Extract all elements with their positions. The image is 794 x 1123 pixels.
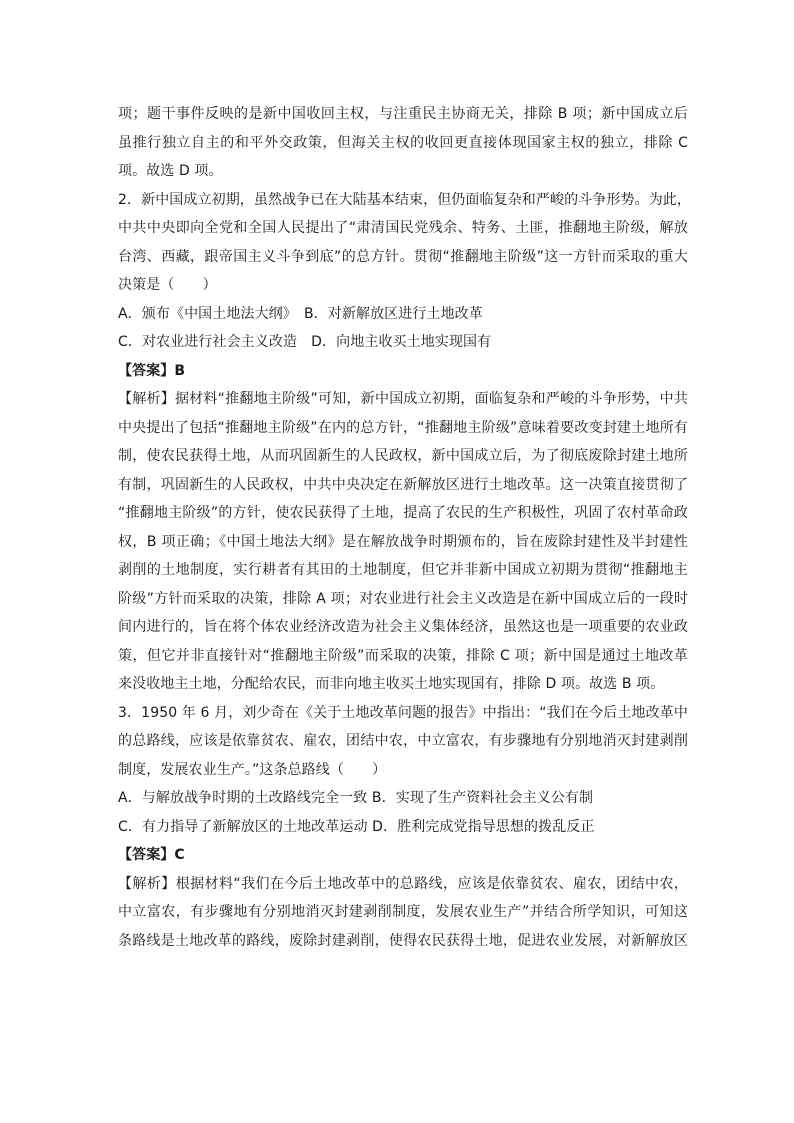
text-line: 【解析】据材料“推翻地主阶级”可知，新中国成立初期，面临复杂和严峻的斗争形势，中共 xyxy=(118,391,688,407)
text-line: C．有力指导了新解放区的土地改革运动 D．胜利完成党指导思想的拨乱反正 xyxy=(118,818,595,835)
text-line: 中共中央即向全党和全国人民提出了“肃清国民党残余、特务、土匪，推翻地主阶级，解放 xyxy=(118,220,688,236)
text-line: “推翻地主阶级”的方针，使农民获得了土地，提高了农民的生产积极性，巩固了农村革命政 xyxy=(118,505,688,521)
text-line: 策，但它并非直接针对“推翻地主阶级”而采取的决策，排除 C 项；新中国是通过土地改革 xyxy=(118,647,688,664)
text-line: 剥削的土地制度，实行耕者有其田的土地制度，但它并非新中国成立初期为贯彻“推翻地主 xyxy=(118,562,688,578)
text-line: 虽推行独立自主的和平外交政策，但海关主权的收回更直接体现国家主权的独立，排除 C xyxy=(118,134,688,151)
text-line: 阶级”方针而采取的决策，排除 A 项；对农业进行社会主义改造是在新中国成立后的一段时 xyxy=(118,590,688,607)
text-line: 3．1950 年 6 月，刘少奇在《关于土地改革问题的报告》中指出：“我们在今后土地改革中 xyxy=(118,704,688,721)
text-line: 中立富农，有步骤地有分别地消灭封建剥削制度，发展农业生产”并结合所学知识，可知这 xyxy=(118,904,688,920)
document-body xyxy=(118,100,692,955)
text-line: 【解析】根据材料“我们在今后土地改革中的总路线，应该是依靠贫农、雇农，团结中农， xyxy=(118,875,688,892)
text-line: 的总路线，应该是依靠贫农、雇农，团结中农，中立富农，有步骤地有分别地消灭封建剥削 xyxy=(118,733,688,749)
text-line: 条路线是土地改革的路线，废除封建剥削，使得农民获得土地，促进农业发展，对新解放区 xyxy=(118,932,688,949)
text-line: A．与解放战争时期的土改路线完全一致 B．实现了生产资料社会主义公有制 xyxy=(118,790,594,806)
answer-label-line: 【答案】B xyxy=(118,362,186,379)
text-line: 项；题干事件反映的是新中国收回主权，与注重民主协商无关，排除 B 项；新中国成立后 xyxy=(118,106,688,122)
text-line: C．对农业进行社会主义改造 D．向地主收买土地实现国有 xyxy=(118,334,492,350)
text-line: 权，B 项正确；《中国土地法大纲》是在解放战争时期颁布的，旨在废除封建性及半封建性 xyxy=(118,533,688,550)
text-line: 2．新中国成立初期，虽然战争已在大陆基本结束，但仍面临复杂和严峻的斗争形势。为此， xyxy=(118,191,692,208)
text-line: 中央提出了包括“推翻地主阶级”在内的总方针，“推翻地主阶级”意味着要改变封建土地所有 xyxy=(118,419,688,436)
text-line: 有制，巩固新生的人民政权，中共中央决定在新解放区进行土地改革。这一决策直接贯彻了 xyxy=(118,476,688,493)
answer-label-line: 【答案】C xyxy=(118,847,185,863)
text-line: 决策是（ ） xyxy=(118,277,217,293)
text-line: 项。故选 D 项。 xyxy=(118,163,223,179)
text-line: 台湾、西藏，跟帝国主义斗争到底”的总方针。贯彻“推翻地主阶级”这一方针而采取的重大 xyxy=(118,248,688,265)
text-line: 来没收地主土地，分配给农民，而非向地主收买土地实现国有，排除 D 项。故选 B 项。 xyxy=(118,676,665,692)
text-line: 制，使农民获得土地，从而巩固新生的人民政权，新中国成立后，为了彻底废除封建土地所 xyxy=(118,448,688,464)
text-line: A．颁布《中国土地法大纲》 B．对新解放区进行土地改革 xyxy=(118,305,483,322)
text-line: 间内进行的，旨在将个体农业经济改造为社会主义集体经济，虽然这也是一项重要的农业政 xyxy=(118,619,688,635)
text-line: 制度，发展农业生产。”这条总路线（ ） xyxy=(118,761,387,778)
